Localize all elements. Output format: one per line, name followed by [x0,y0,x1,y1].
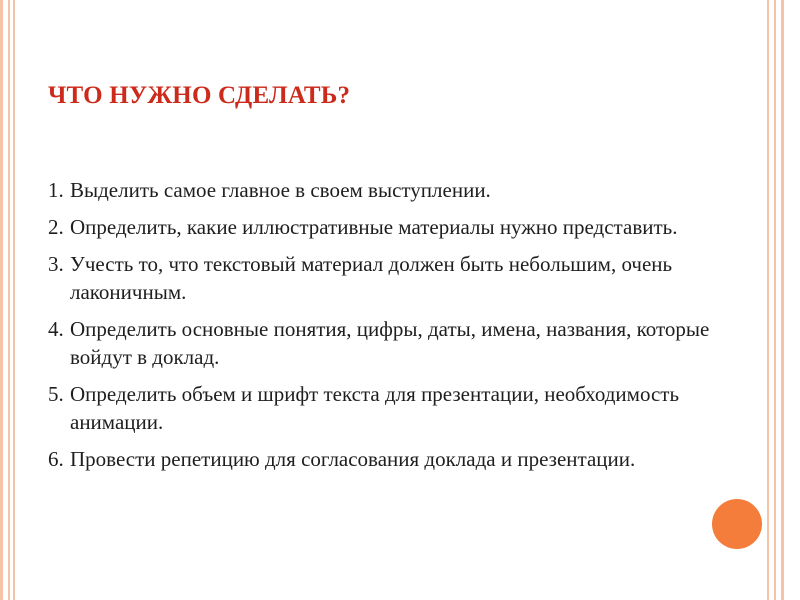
item-text: Выделить самое главное в своем выступлении. [70,178,491,202]
item-number: 4. [48,317,64,341]
decorative-circle [712,499,762,549]
item-number: 3. [48,252,64,276]
list-item [48,315,748,371]
right-border-stripe [774,0,776,600]
task-list [48,176,748,482]
item-text: Определить объем и шрифт текста для презентации, необходимость анимации. [70,382,680,434]
list-item [48,445,748,473]
item-text: Провести репетицию для согласования доклада и презентации. [70,447,636,471]
slide-title: ЧТО НУЖНО СДЕЛАТЬ? [48,82,351,109]
list-item [48,250,748,306]
left-border-stripe [0,0,3,600]
right-border-stripe [767,0,769,600]
item-number: 5. [48,382,64,406]
list-item [48,176,748,204]
list-item [48,380,748,436]
item-text: Определить, какие иллюстративные материалы нужно представить. [70,215,678,239]
item-text: Определить основные понятия, цифры, даты, имена, названия, которые войдут в доклад. [70,317,710,369]
item-number: 1. [48,178,64,202]
item-number: 2. [48,215,64,239]
list-item [48,213,748,241]
right-border-stripe [781,0,784,600]
item-text: Учесть то, что текстовый материал должен быть небольшим, очень лаконичным. [70,252,673,304]
item-number: 6. [48,447,64,471]
left-border-stripe [8,0,10,600]
left-border-stripe [13,0,15,600]
